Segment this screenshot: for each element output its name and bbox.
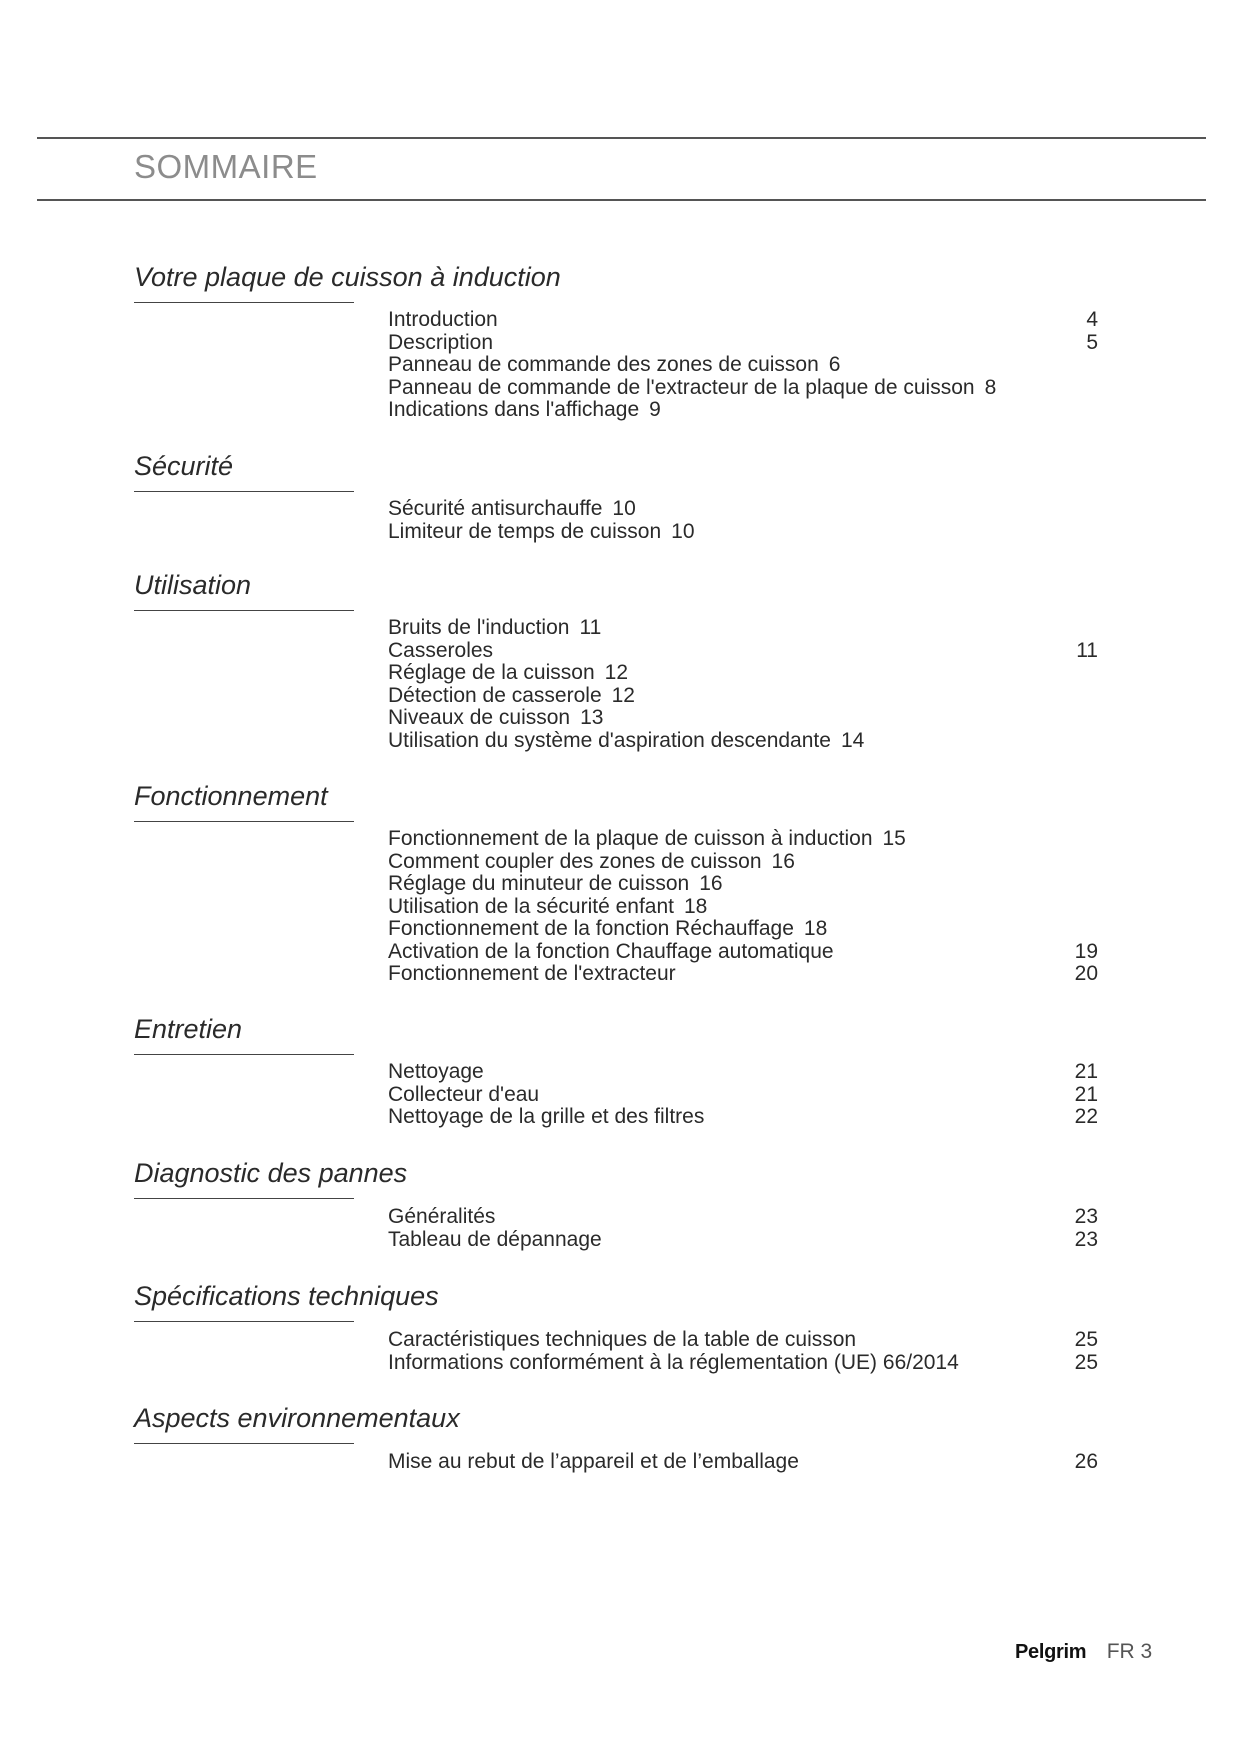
toc-entry-page-number: 10 (671, 519, 695, 543)
toc-entry[interactable] (388, 309, 1098, 332)
section-heading: Votre plaque de cuisson à induction (134, 262, 561, 292)
toc-entry[interactable] (388, 918, 1098, 941)
toc-entry-page-number: 21 (1074, 1082, 1098, 1106)
toc-entry[interactable] (388, 399, 1098, 422)
toc-entry-title: Bruits de l'induction (388, 616, 570, 639)
toc-entry[interactable] (388, 685, 1098, 708)
toc-entry-title: Niveaux de cuisson (388, 706, 571, 729)
toc-entry-title: Introduction (388, 308, 498, 331)
toc-entry-title: Indications dans l'affichage (388, 398, 640, 421)
section-underline (134, 491, 354, 492)
toc-entry-title: Panneau de commande de l'extracteur de la plaque de cuisson (388, 375, 975, 399)
toc-entry-page-number: 16 (771, 849, 795, 873)
toc-entry-page-number: 20 (1074, 962, 1098, 985)
section-underline (134, 1198, 354, 1199)
toc-entry-page-number: 21 (1074, 1060, 1098, 1083)
page-footer (1015, 1640, 1152, 1670)
toc-entry[interactable] (388, 1352, 1098, 1375)
toc-entry[interactable] (388, 640, 1098, 663)
toc-entry[interactable] (388, 354, 1098, 377)
toc-entry-page-number: 19 (1074, 939, 1098, 963)
toc-entry[interactable] (388, 332, 1098, 355)
toc-entry-page-number: 4 (1086, 308, 1098, 331)
toc-entry-title: Nettoyage (388, 1060, 484, 1083)
toc-entry-list (388, 1206, 1098, 1251)
toc-entry[interactable] (388, 1106, 1098, 1129)
toc-entry-page-number: 5 (1086, 330, 1098, 354)
page-number: FR 3 (1106, 1640, 1153, 1663)
toc-entry-page-number: 25 (1074, 1328, 1098, 1351)
toc-entry[interactable] (388, 963, 1098, 986)
toc-entry-title: Tableau de dépannage (388, 1227, 602, 1251)
toc-entry-title: Réglage du minuteur de cuisson (388, 872, 690, 895)
toc-entry[interactable] (388, 941, 1098, 964)
toc-entry-page-number: 23 (1074, 1205, 1098, 1228)
toc-entry-title: Généralités (388, 1205, 496, 1228)
toc-entry-page-number: 18 (684, 894, 708, 918)
toc-entry[interactable] (388, 1451, 1098, 1474)
toc-entry[interactable] (388, 617, 1098, 640)
toc-entry-page-number: 11 (1076, 638, 1098, 662)
toc-entry[interactable] (388, 662, 1098, 685)
section-underline (134, 1443, 354, 1444)
toc-entry-list (388, 498, 1098, 543)
toc-entry-list (388, 828, 1098, 986)
toc-entry-title: Utilisation de la sécurité enfant (388, 894, 674, 918)
toc-entry-page-number: 8 (984, 375, 997, 399)
section-heading: Diagnostic des pannes (134, 1158, 408, 1188)
section-heading: Spécifications techniques (134, 1281, 439, 1311)
toc-entry-title: Réglage de la cuisson (388, 661, 595, 684)
toc-entry[interactable] (388, 851, 1098, 874)
toc-entry[interactable] (388, 896, 1098, 919)
section-underline (134, 1321, 354, 1322)
toc-entry-page-number: 22 (1074, 1105, 1098, 1128)
toc-entry-page-number: 16 (699, 872, 723, 895)
toc-entry[interactable] (388, 1084, 1098, 1107)
toc-entry-page-number: 13 (580, 706, 604, 729)
toc-entry[interactable] (388, 1329, 1098, 1352)
toc-entry-title: Mise au rebut de l’appareil et de l’emballage (388, 1450, 799, 1473)
toc-entry[interactable] (388, 1061, 1098, 1084)
toc-entry-title: Détection de casserole (388, 683, 602, 707)
toc-entry-title: Fonctionnement de l'extracteur (388, 962, 676, 985)
page-title: SOMMAIRE (134, 148, 318, 185)
section-underline (134, 302, 354, 303)
section-heading: Aspects environnementaux (134, 1403, 460, 1433)
top-rule (37, 137, 1206, 139)
toc-entry[interactable] (388, 873, 1098, 896)
toc-entry-title: Comment coupler des zones de cuisson (388, 849, 762, 873)
toc-entry-list (388, 1451, 1098, 1474)
section-underline (134, 821, 354, 822)
toc-entry[interactable] (388, 521, 1098, 544)
toc-entry-title: Fonctionnement de la fonction Réchauffage (388, 917, 794, 940)
toc-entry-title: Casseroles (388, 638, 494, 662)
toc-entry-title: Collecteur d'eau (388, 1082, 540, 1106)
toc-entry-page-number: 12 (611, 683, 635, 707)
toc-entry-page-number: 26 (1074, 1450, 1098, 1473)
section-underline (134, 1054, 354, 1055)
toc-entry[interactable] (388, 498, 1098, 521)
toc-entry-title: Fonctionnement de la plaque de cuisson à induction (388, 827, 873, 850)
toc-entry[interactable] (388, 828, 1098, 851)
toc-entry-page-number: 23 (1074, 1227, 1098, 1251)
section-heading: Entretien (134, 1014, 243, 1044)
title-bottom-rule (37, 199, 1206, 201)
section-heading: Utilisation (134, 570, 252, 600)
toc-entry-title: Informations conformément à la réglementation (UE) 66/2014 (388, 1350, 959, 1374)
section-heading: Sécurité (134, 451, 234, 481)
toc-entry-page-number: 9 (649, 398, 661, 421)
toc-entry[interactable] (388, 1229, 1098, 1252)
toc-entry-page-number: 11 (579, 616, 602, 639)
toc-entry-page-number: 10 (612, 497, 636, 520)
toc-entry-page-number: 25 (1074, 1350, 1098, 1374)
toc-entry[interactable] (388, 730, 1098, 753)
toc-entry-list (388, 617, 1098, 752)
section-heading: Fonctionnement (134, 781, 328, 811)
toc-entry-page-number: 14 (840, 728, 865, 752)
toc-entry-list (388, 1329, 1098, 1374)
toc-entry-title: Nettoyage de la grille et des filtres (388, 1105, 705, 1128)
toc-entry-title: Caractéristiques techniques de la table de cuisson (388, 1328, 857, 1351)
toc-entry-list (388, 309, 1098, 422)
toc-entry-title: Activation de la fonction Chauffage automatique (388, 939, 834, 963)
toc-entry-list (388, 1061, 1098, 1129)
brand-logo: Pelgrim (1015, 1641, 1087, 1663)
toc-entry[interactable] (388, 1206, 1098, 1229)
toc-entry-page-number: 18 (803, 917, 828, 940)
toc-entry-title: Utilisation du système d'aspiration descendante (388, 728, 831, 752)
toc-entry-title: Panneau de commande des zones de cuisson (388, 353, 819, 376)
toc-entry-title: Description (388, 330, 494, 354)
toc-entry[interactable] (388, 377, 1098, 400)
toc-entry-title: Sécurité antisurchauffe (388, 497, 603, 520)
toc-entry-page-number: 6 (828, 353, 841, 376)
section-underline (134, 610, 354, 611)
toc-entry-page-number: 15 (882, 827, 906, 850)
toc-entry-page-number: 12 (604, 661, 628, 684)
toc-entry-title: Limiteur de temps de cuisson (388, 519, 662, 543)
toc-entry[interactable] (388, 707, 1098, 730)
